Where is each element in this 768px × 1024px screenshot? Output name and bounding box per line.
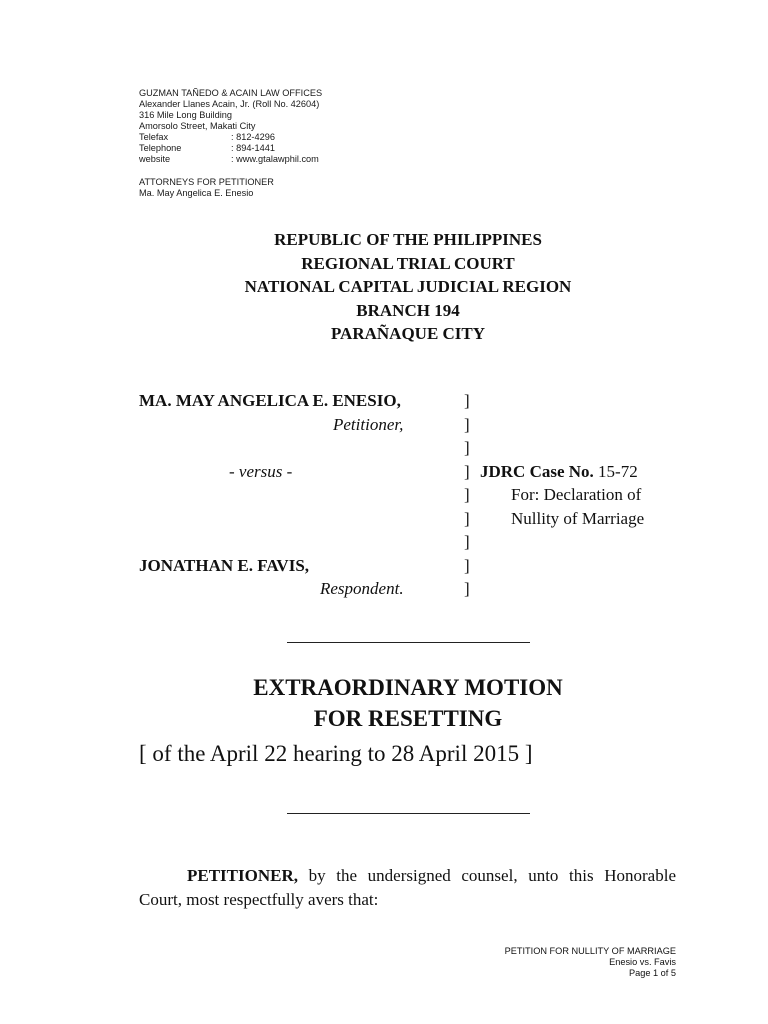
caption-bracket: ]: [464, 414, 470, 434]
petitioner-role: Petitioner,: [333, 414, 404, 434]
address-line-2: Amorsolo Street, Makati City: [139, 121, 256, 131]
footer-title: PETITION FOR NULLITY OF MARRIAGE: [504, 946, 676, 956]
firm-name: GUZMAN TAÑEDO & ACAIN LAW OFFICES: [139, 88, 323, 98]
nature-line-1: For: Declaration of: [511, 485, 642, 504]
respondent-name: JONATHAN E. FAVIS,: [139, 555, 310, 575]
caption-bracket: ]: [464, 555, 470, 575]
address-line-1: 316 Mile Long Building: [139, 110, 232, 120]
contact-value: : 894-1441: [231, 143, 275, 153]
case-number: 15-72: [598, 461, 638, 481]
body-paragraph: [139, 864, 676, 912]
caption-row: [139, 530, 470, 554]
caption-bracket: ]: [464, 461, 470, 481]
contact-website: [139, 154, 322, 165]
court-line-city: PARAÑAQUE CITY: [330, 324, 486, 343]
motion-subtitle: [ of the April 22 hearing to 28 April 2015 ]: [139, 741, 533, 766]
letterhead: [139, 88, 322, 199]
body-text: by the undersigned counsel, unto this Honorable Court, most respectfully avers that:: [139, 866, 676, 909]
caption-bracket: ]: [464, 579, 470, 598]
paragraph-indent: [139, 866, 187, 885]
caption-row: [139, 413, 470, 437]
court-line-branch: BRANCH 194: [356, 300, 460, 320]
contact-telefax: [139, 132, 322, 143]
contact-telephone: [139, 143, 322, 154]
caption-bracket: ]: [464, 438, 470, 457]
motion-title: [0, 672, 768, 734]
divider-rule-top: [287, 642, 530, 643]
caption-bracket: ]: [464, 391, 470, 410]
title-line-2: FOR RESETTING: [313, 706, 503, 731]
court-line-region: NATIONAL CAPITAL JUDICIAL REGION: [244, 277, 572, 296]
page-footer: [505, 946, 676, 979]
caption-bracket: ]: [464, 532, 470, 551]
caption-row: [139, 554, 470, 578]
caption-row: [139, 460, 638, 484]
footer-case: Enesio vs. Favis: [609, 957, 676, 967]
caption-bracket: ]: [464, 508, 470, 528]
caption-row: [139, 389, 470, 413]
caption-row: [139, 507, 645, 531]
nature-line-2: Nullity of Marriage: [511, 508, 645, 528]
case-number-line: [480, 460, 638, 484]
client-name: Ma. May Angelica E. Enesio: [139, 188, 254, 198]
caption-row: [139, 483, 642, 507]
versus-label: - versus -: [229, 461, 293, 481]
divider-rule-bottom: [287, 813, 530, 814]
court-line-rtc: REGIONAL TRIAL COURT: [301, 253, 515, 273]
page-number: Page 1 of 5: [629, 968, 676, 978]
body-lead: PETITIONER,: [187, 866, 298, 885]
court-line-republic: REPUBLIC OF THE PHILIPPINES: [274, 230, 542, 249]
case-caption: [139, 389, 645, 601]
court-heading: [0, 228, 768, 346]
respondent-role: Respondent.: [320, 579, 404, 598]
contact-label: Telefax: [139, 132, 169, 142]
attorneys-for-label: ATTORNEYS FOR PETITIONER: [139, 177, 274, 187]
caption-row: [139, 577, 470, 601]
attorney-name: Alexander Llanes Acain, Jr. (Roll No. 42604): [139, 99, 320, 109]
caption-row: [139, 436, 470, 460]
petitioner-name: MA. MAY ANGELICA E. ENESIO,: [139, 391, 401, 410]
title-line-1: EXTRAORDINARY MOTION: [253, 675, 563, 700]
contact-value: : www.gtalawphil.com: [231, 154, 319, 164]
contact-label: Telephone: [139, 143, 182, 153]
case-label: JDRC Case No.: [480, 461, 594, 481]
caption-bracket: ]: [464, 485, 470, 504]
contact-label: website: [139, 154, 171, 164]
spacer: [139, 165, 322, 177]
contact-value: : 812-4296: [231, 132, 275, 142]
